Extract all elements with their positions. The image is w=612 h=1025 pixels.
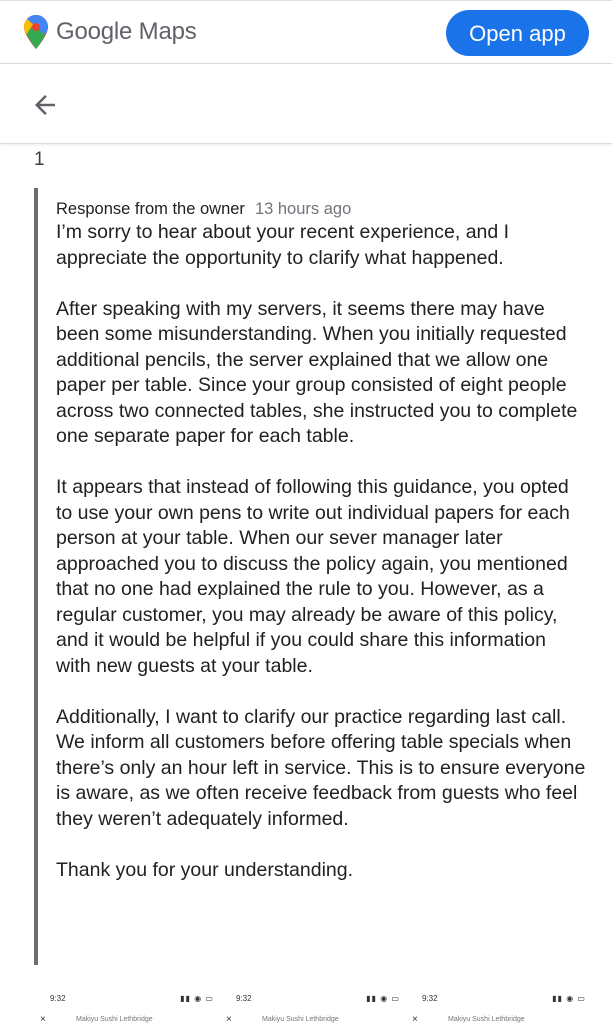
thumbnail-time: 9:32	[236, 994, 252, 1003]
screenshot-thumbnail-strip	[0, 992, 612, 1024]
response-paragraph: Thank you for your understanding.	[56, 858, 354, 881]
owner-response-header	[56, 198, 586, 220]
brand-google-word: Google	[56, 18, 133, 45]
thumbnail-title: Makiyu Sushi Lethbridge	[262, 1016, 339, 1023]
thumbnail-time: 9:32	[50, 994, 66, 1003]
close-icon: ×	[226, 1014, 232, 1025]
status-icons: ▮▮ ◉ ▭	[552, 994, 586, 1003]
owner-response	[34, 188, 586, 965]
owner-response-text	[56, 220, 586, 883]
status-icons: ▮▮ ◉ ▭	[366, 994, 400, 1003]
thumbnail-title: Makiyu Sushi Lethbridge	[76, 1016, 153, 1023]
arrow-left-icon[interactable]	[30, 90, 60, 120]
response-paragraph: It appears that instead of following this guidance, you opted to use your own pens to write out individual papers for each person at your table. When our sever manager later approached you to discuss the policy again, you mentioned that no one had explained the rule to you. However, as a regular customer, you may already be aware of this policy, and it would be helpful if you could share this information with new guests at your table.	[56, 476, 570, 677]
thumbnail-3	[408, 994, 598, 1024]
brand-maps-word: Maps	[138, 18, 197, 45]
open-app-button[interactable]: Open app	[446, 10, 589, 56]
close-icon: ×	[40, 1014, 46, 1025]
response-paragraph: After speaking with my servers, it seems there may have been some misunderstanding. When you initially requested additional pencils, the server explained that we allow one paper per table. Since your group consisted of eight people across two connected tables, she instructed you to complete one separate paper for each table.	[56, 297, 578, 447]
thumbnail-time: 9:32	[422, 994, 438, 1003]
brand-name	[56, 18, 197, 46]
maps-pin-icon	[24, 15, 48, 49]
navigation-bar	[0, 64, 612, 144]
response-paragraph: Additionally, I want to clarify our practice regarding last call. We inform all customers before offering table specials when there’s only an hour left in service. This is to ensure everyone is aware, as we often receive feedback from guests who feel they weren’t adequately informed.	[56, 705, 586, 830]
response-paragraph: I’m sorry to hear about your recent experience, and I appreciate the opportunity to clarify what happened.	[56, 221, 510, 269]
close-icon: ×	[412, 1014, 418, 1025]
thumbnail-title: Makiyu Sushi Lethbridge	[448, 1016, 525, 1023]
top-app-bar	[0, 0, 612, 64]
response-timestamp: 13 hours ago	[254, 200, 352, 218]
owner-response-label: Response from the owner	[56, 200, 245, 218]
status-icons: ▮▮ ◉ ▭	[180, 994, 214, 1003]
google-maps-logo[interactable]	[24, 15, 197, 49]
thumbnail-2	[222, 994, 412, 1024]
review-rating-value: 1	[34, 149, 45, 170]
thumbnail-1	[36, 994, 226, 1024]
